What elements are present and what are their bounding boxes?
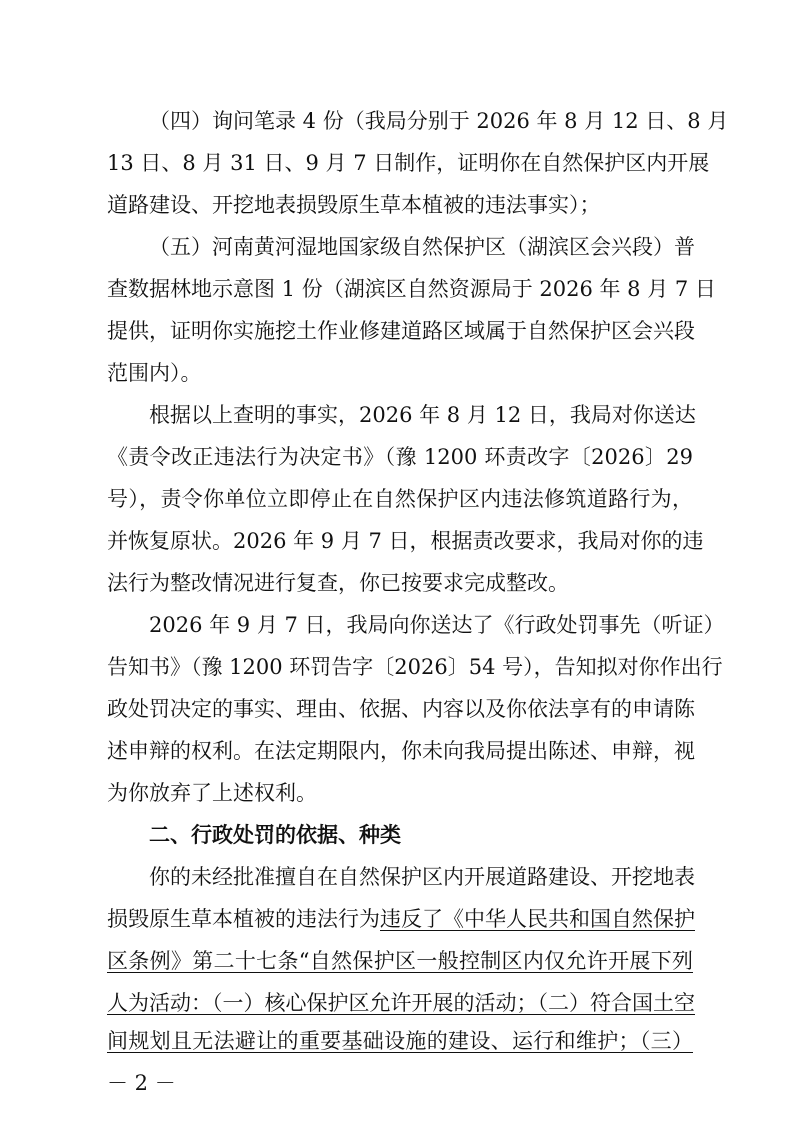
paragraph-line: 法行为整改情况进行复查，你已按要求完成整改。 [107, 571, 569, 595]
paragraph-line: （五）河南黄河湿地国家级自然保护区（湖滨区会兴段）普 [149, 235, 695, 259]
paragraph-line: 提供，证明你实施挖土作业修建道路区域属于自然保护区会兴段 [107, 319, 695, 343]
paragraph-line: 2026 年 9 月 7 日，我局向你送达了《行政处罚事先（听证） [149, 613, 725, 637]
paragraph-line: 政处罚决定的事实、理由、依据、内容以及你依法享有的申请陈 [107, 697, 695, 721]
paragraph-line: 并恢复原状。2026 年 9 月 7 日，根据责改要求，我局对你的违 [107, 529, 704, 553]
paragraph-line: 述申辩的权利。在法定期限内，你未向我局提出陈述、申辩，视 [107, 739, 695, 763]
paragraph-line: 号），责令你单位立即停止在自然保护区内违法修筑道路行为， [107, 487, 693, 511]
paragraph-line: 13 日、8 月 31 日、9 月 7 日制作，证明你在自然保护区内开展 [107, 151, 710, 175]
paragraph-line: （四）询问笔录 4 份（我局分别于 2026 年 8 月 12 日、8 月 [149, 109, 729, 133]
section-heading: 二、行政处罚的依据、种类 [149, 823, 401, 847]
underlined-citation-line: 间规划且无法避让的重要基础设施的建设、运行和维护；（三） [107, 1029, 693, 1053]
underlined-citation-line: 区条例》第二十七条“自然保护区一般控制区内仅允许开展下列 [107, 949, 693, 973]
paragraph-line: 范围内）。 [107, 361, 202, 385]
page-number: － 2 － [107, 1071, 176, 1095]
paragraph-line: 根据以上查明的事实，2026 年 8 月 12 日，我局对你送达 [149, 403, 696, 427]
paragraph-line: 《责令改正违法行为决定书》（豫 1200 环责改字〔2026〕29 [107, 445, 693, 469]
paragraph-line: 告知书》（豫 1200 环罚告字〔2026〕54 号），告知拟对你作出行 [107, 655, 723, 679]
paragraph-line: 你的未经批准擅自在自然保护区内开展道路建设、开挖地表 [149, 865, 695, 889]
paragraph-line: 查数据林地示意图 1 份（湖滨区自然资源局于 2026 年 8 月 7 日 [107, 277, 716, 301]
paragraph-line: 道路建设、开挖地表损毁原生草本植被的违法事实）； [107, 193, 601, 217]
underlined-citation: 违反了《中华人民共和国自然保护 [380, 907, 695, 931]
underlined-citation-line: 人为活动：（一）核心保护区允许开展的活动；（二）符合国土空 [107, 991, 695, 1015]
paragraph-line [107, 899, 693, 939]
paragraph-line: 为你放弃了上述权利。 [107, 781, 317, 805]
paragraph-text: 损毁原生草本植被的违法行为 [107, 907, 380, 931]
